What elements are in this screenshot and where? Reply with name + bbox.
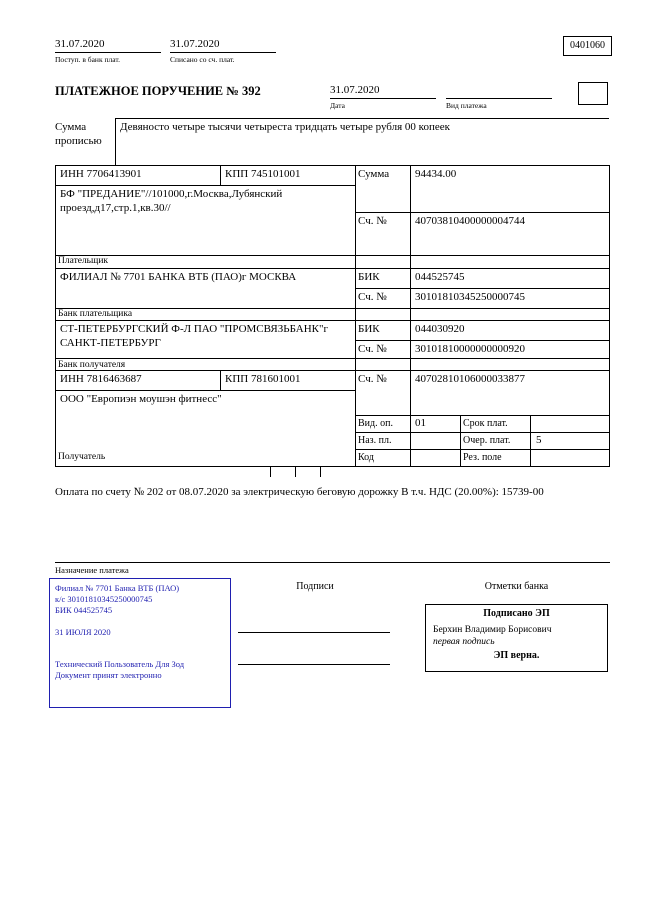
grid-line <box>609 165 610 466</box>
bank-stamp-corr-account: к/с 30101810345250000745 <box>55 594 153 605</box>
amount-words-text: Девяносто четыре тысячи четыреста тридцать четыре рубля 00 копеек <box>120 121 450 133</box>
grid-line <box>355 449 610 450</box>
bank-stamp <box>49 578 231 708</box>
tick-line <box>295 466 296 477</box>
payer-account-label: Сч. № <box>358 215 387 227</box>
reserve-field-label: Рез. поле <box>463 452 502 463</box>
bank-stamp-date: 31 ИЮЛЯ 2020 <box>55 627 111 638</box>
payer-bank-account-label: Сч. № <box>358 291 387 303</box>
op-kind-label: Вид. оп. <box>358 418 393 429</box>
payment-kind-label: Вид платежа <box>446 101 487 110</box>
payee-account: 40702810106000033877 <box>415 373 525 385</box>
payer-bank-bik: 044525745 <box>415 271 465 283</box>
tick-line <box>270 466 271 477</box>
bank-stamp-user: Технический Пользователь Для Зод <box>55 659 185 670</box>
payer-bank-section-label: Банк плательщика <box>58 309 133 319</box>
esign-title: Подписано ЭП <box>483 608 550 619</box>
payer-name: БФ "ПРЕДАНИЕ"//101000,г.Москва,Лубянский проезд,д17,стр.1,кв.30// <box>60 188 283 214</box>
received-date-label: Поступ. в банк плат. <box>55 55 120 64</box>
debited-date-block <box>170 38 276 64</box>
payee-bank-account: 30101810000000000920 <box>415 343 525 355</box>
grid-line <box>460 415 461 466</box>
debited-date-label: Списано со сч. плат. <box>170 55 235 64</box>
code-label: Код <box>358 452 374 463</box>
payee-bank-account-label: Сч. № <box>358 343 387 355</box>
signatures-header: Подписи <box>296 581 334 592</box>
grid-line <box>55 466 610 467</box>
document-title: ПЛАТЕЖНОЕ ПОРУЧЕНИЕ № 392 <box>55 84 261 98</box>
payment-kind-value <box>446 84 552 99</box>
priority-value: 5 <box>536 434 542 446</box>
op-kind-value: 01 <box>415 417 426 429</box>
payment-purpose-label: Назначение платежа <box>55 565 129 575</box>
bank-stamp-note: Документ принят электронно <box>55 670 162 681</box>
grid-line <box>55 185 355 186</box>
grid-line <box>55 268 610 269</box>
payee-name: ООО "Европиэн моушэн фитнесс" <box>60 393 222 405</box>
payee-account-label: Сч. № <box>358 373 387 385</box>
document-date-block <box>330 84 436 110</box>
grid-line <box>530 415 531 466</box>
signature-line <box>238 632 390 633</box>
payee-bank-bik-label: БИК <box>358 323 380 335</box>
grid-line <box>355 212 610 213</box>
grid-line <box>115 118 116 165</box>
grid-line <box>55 358 610 359</box>
payment-term-label: Срок плат. <box>463 418 508 429</box>
payer-bank-bik-label: БИК <box>358 271 380 283</box>
payee-kpp: КПП 781601001 <box>225 373 301 385</box>
grid-line <box>55 370 610 371</box>
grid-line <box>355 165 356 466</box>
grid-line <box>55 390 355 391</box>
payee-bank-section-label: Банк получателя <box>58 360 126 370</box>
grid-line <box>355 340 610 341</box>
esign-signer-name: Берхин Владимир Борисович <box>433 625 552 635</box>
payer-section-label: Плательщик <box>58 256 109 266</box>
sum-value: 94434.00 <box>415 168 457 180</box>
payer-inn: ИНН 7706413901 <box>60 168 142 180</box>
payee-section-label: Получатель <box>58 452 106 462</box>
grid-line <box>355 288 610 289</box>
payment-purpose-text: Оплата по счету № 202 от 08.07.2020 за электрическую беговую дорожку В т.ч. НДС (20.00%): 15739-00 <box>55 486 544 498</box>
payee-inn: ИНН 7816463687 <box>60 373 142 385</box>
esign-stamp <box>425 604 608 672</box>
document-date-label: Дата <box>330 101 345 110</box>
grid-line <box>55 320 610 321</box>
received-date: 31.07.2020 <box>55 38 161 53</box>
grid-line <box>55 562 610 563</box>
payee-bank-bik: 044030920 <box>415 323 465 335</box>
signature-line <box>238 664 390 665</box>
bank-stamp-branch: Филиал № 7701 Банка ВТБ (ПАО) <box>55 583 180 593</box>
grid-line <box>115 118 609 119</box>
grid-line <box>220 370 221 390</box>
grid-line <box>220 165 221 185</box>
grid-line <box>55 308 610 309</box>
document-date: 31.07.2020 <box>330 84 436 99</box>
purpose-code-label: Наз. пл. <box>358 435 392 446</box>
priority-label: Очер. плат. <box>463 435 511 446</box>
grid-line <box>355 415 610 416</box>
payment-kind-block <box>446 84 552 110</box>
amount-words-label: Сумма прописью <box>55 121 102 147</box>
tick-line <box>320 466 321 477</box>
grid-line <box>355 432 610 433</box>
payer-kpp: КПП 745101001 <box>225 168 301 180</box>
payee-bank-name: СТ-ПЕТЕРБУРГСКИЙ Ф-Л ПАО "ПРОМСВЯЗЬБАНК"г САНКТ-ПЕТЕРБУРГ <box>60 323 328 349</box>
sum-label: Сумма <box>358 168 390 180</box>
bank-marks-header: Отметки банка <box>484 581 549 592</box>
bank-stamp-bik: БИК 044525745 <box>55 605 113 616</box>
debited-date: 31.07.2020 <box>170 38 276 53</box>
payment-kind-code-box <box>578 82 608 105</box>
payer-account: 40703810400000004744 <box>415 215 525 227</box>
received-date-block <box>55 38 161 64</box>
esign-signature-kind: первая подпись <box>433 636 495 647</box>
payer-bank-account: 30101810345250000745 <box>415 291 525 303</box>
grid-line <box>55 255 610 256</box>
payer-bank-name: ФИЛИАЛ № 7701 БАНКА ВТБ (ПАО)г МОСКВА <box>60 271 297 283</box>
grid-line <box>410 165 411 466</box>
esign-verified: ЭП верна. <box>493 649 540 661</box>
grid-line <box>55 165 610 166</box>
grid-line <box>55 165 56 466</box>
form-code-box: 0401060 <box>563 36 612 56</box>
